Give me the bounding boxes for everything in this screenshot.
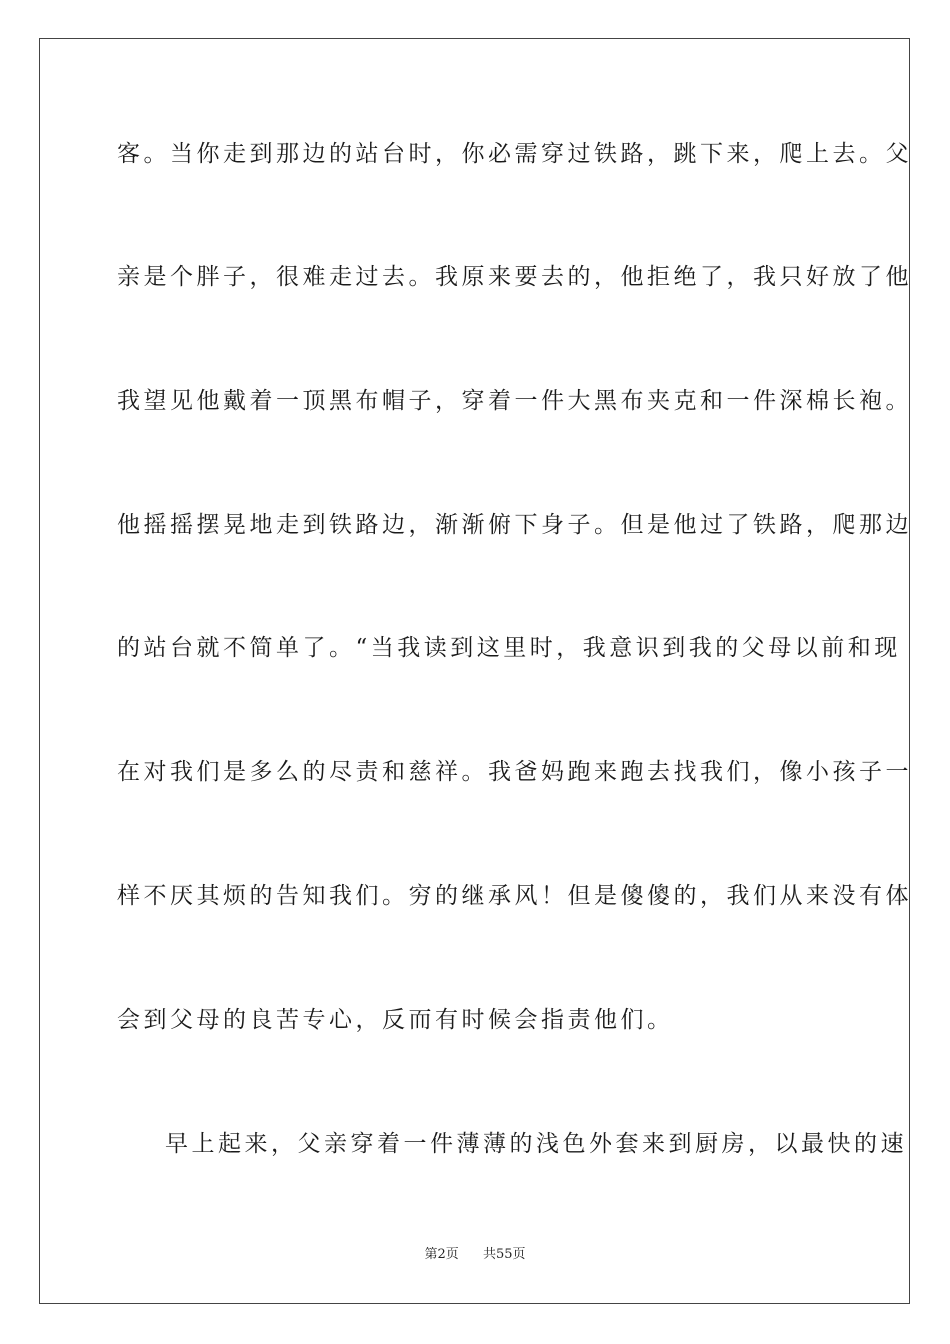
- text-line: 他摇摇摆晃地走到铁路边，渐渐俯下身子。但是他过了铁路，爬那边: [117, 512, 912, 538]
- page-total: 共55页: [483, 1247, 526, 1262]
- text-line: 样不厌其烦的告知我们。穷的继承风！但是傻傻的，我们从来没有体: [117, 883, 912, 909]
- page-footer: [0, 1246, 950, 1264]
- page-number: 第2页: [424, 1247, 459, 1262]
- page-border: [39, 38, 910, 1304]
- text-line: 客。当你走到那边的站台时，你必需穿过铁路，跳下来，爬上去。父: [117, 141, 912, 167]
- paragraph-start-line: 早上起来，父亲穿着一件薄薄的浅色外套来到厨房，以最快的速: [165, 1131, 907, 1157]
- text-line: 的站台就不简单了。“当我读到这里时，我意识到我的父母以前和现: [117, 635, 901, 661]
- text-line: 在对我们是多么的尽责和慈祥。我爸妈跑来跑去找我们，像小孩子一: [117, 759, 912, 785]
- text-line: 亲是个胖子，很难走过去。我原来要去的，他拒绝了，我只好放了他: [117, 264, 912, 290]
- text-line: 我望见他戴着一顶黑布帽子，穿着一件大黑布夹克和一件深棉长袍。: [117, 388, 912, 414]
- text-line: 会到父母的良苦专心，反而有时候会指责他们。: [117, 1007, 674, 1033]
